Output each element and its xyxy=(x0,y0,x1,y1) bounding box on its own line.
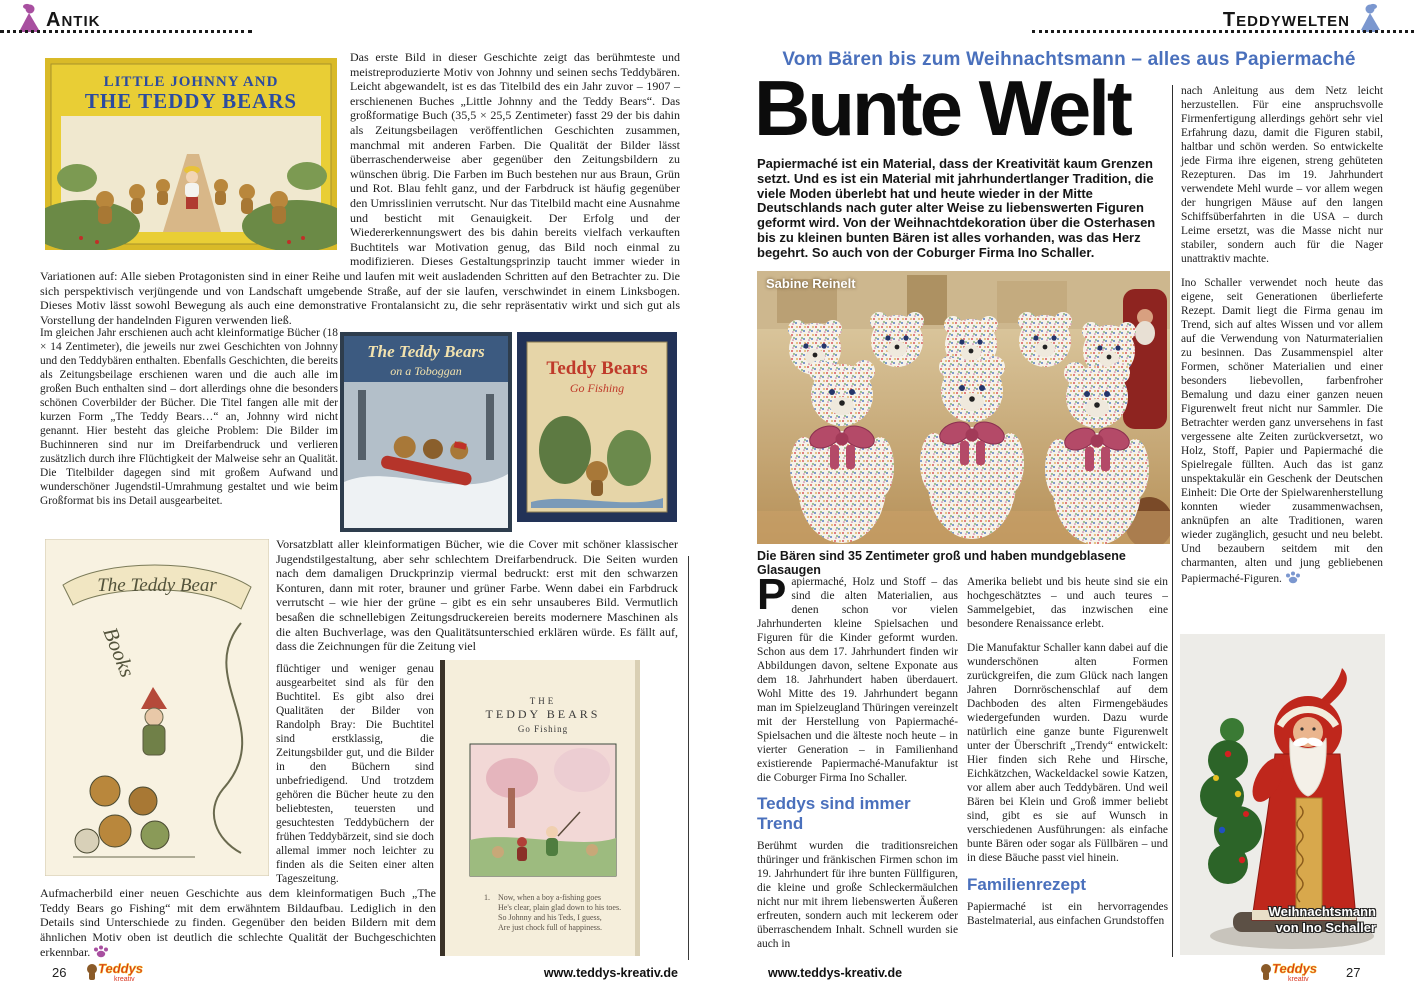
page-title-3: Go Fishing xyxy=(517,724,569,734)
poem-number: 1. xyxy=(484,893,490,902)
subhead-familienrezept: Familienrezept xyxy=(967,875,1087,894)
poem-line: He's clear, plain glad down to his toes. xyxy=(498,903,622,912)
book-page-go-fishing xyxy=(440,660,640,956)
photo-credit: Sabine Reinelt xyxy=(766,276,856,291)
paragraph-text: apiermaché, Holz und Stoff – das sind die alten Materialien, aus denen schon vor vielen Jahrhunderten kleine Spielsachen und Figuren für die Kinder geformt wurden. Schon aus dem 17. Jahrhundert finden wir Abbildungen davon, seltene Exponate aus dem 18. Jahrhundert haben überdauert. Wohl Mitte des 19. Jahrhundert begann man im Spielzeugland Thüringen vereinzelt mit der Herstellung von Papiermaché-Spielsachen und die älteste noch heute – in vierter Generation – in Familienhand existierende Papiermaché-Manufaktur ist die Coburger Firma Ino Schaller. xyxy=(757,576,958,784)
body-paragraph: Im gleichen Jahr erschienen auch acht kleinformatige Bücher (18 × 14 Zentimeter), die jeweils nur zwei Geschichten von Johnny und den Teddybären enthalten. Ebenfalls Geschichten, die bereits als Zeitungsbeilage erschienen waren und die auch alle im großen Buch enthalten sind – dort allerdings ohne die besonders schönen Coverbilder der Bücher. Die Titel fangen alle mit der kurzen Form „The Teddy Bears…“ an, Johnny wird nicht genannt. Hier besteht das gleiche Problem: Die Bilder im Buchinneren sind nur im Dreifarbendruck und verlieren zusätzlich durch ihre Flüchtigkeit der Malweise sehr an Qualität. Die Titelbilder dagegen sind mit großem Aufwand und wunderschöner Jugendstil-Umrahmung gestaltet und wie beim Großformat bis ins Detail ausgearbeitet. xyxy=(40,327,338,507)
body-paragraph: flüchtiger und weniger genau ausgearbeitet sind als für den Buchtitel. Es gibt also drei Qualitäten der Bilder von Randolph Bray: Die Buchtitel sind erstklassig, die Zeitungsbilder gut, und die Bilder in den Büchern sind unbefriedigend. Und trotzdem gehören die Bücher heute zu den beliebtesten, teuersten und gesuchtesten Teddybüchern der frühen Teddybärzeit, sind sie doch allemal immer noch leichter zu finden als die Seiten einer alten Tageszeitung. xyxy=(276,663,434,885)
teddys-kreativ-logo xyxy=(86,960,148,982)
poem-line: Now, when a boy a-fishing goes xyxy=(498,893,602,902)
book-cover-go-fishing xyxy=(517,332,677,522)
cover-title: Teddy Bears xyxy=(546,358,648,379)
page-title-2: TEDDY BEARS xyxy=(485,707,601,721)
cover-subtitle: Go Fishing xyxy=(569,381,625,395)
cover-title: The Teddy Bears xyxy=(367,342,485,361)
article-column-3 xyxy=(1181,84,1383,586)
art-print-teddy-bear-books xyxy=(45,539,269,876)
body-paragraph xyxy=(757,570,958,785)
poem-line: So Johnny and his Teds, I guess, xyxy=(498,913,602,922)
page-title: Bunte Welt xyxy=(754,64,1130,152)
article-block-3a xyxy=(276,537,678,654)
print-banner-text: The Teddy Bear xyxy=(97,575,217,596)
kicker-headline: Vom Bären bis zum Weihnachtsmann – alles aus Papiermaché xyxy=(782,49,1356,70)
header-dotted-rule-left xyxy=(0,30,252,33)
section-label-teddywelten: TEDDYWELTEN xyxy=(1222,9,1350,31)
santa-caption xyxy=(1216,904,1376,936)
cover-subtitle: on a Toboggan xyxy=(390,364,462,378)
body-paragraph: nach Anleitung aus dem Netz leicht herzustellen. Für eine anspruchsvolle Firmenfertigung allerdings gehört sehr viel Erfahrung dazu, damit die Figuren stabil, haltbar und schön werden. So entwickelte jede Firma ihre eigenen, streng gehüteten Rezepturen. Das im 19. Jahrhundert verwendete Mehl wurde – vor allem wegen der hungrigen Mäuse auf den langen Schiffsüberfahrten in die USA – durch Leime ersetzt, was die Masse nicht nur stabiler, sondern auch für die Nager unattraktiv machte. xyxy=(1181,85,1383,265)
paragraph-text: Ino Schaller verwendet noch heute das eigene, seit Generationen überlieferte Rezept. Damit liegt die Firma genau im Trend, sich auf altes Wissen und vor allem auf die Verwendung von Naturmaterialien zu besinnen. Das Zusammenspiel alter Formen, schöner Materialien und einer besonders liebevollen, farbenfroher Bemalung und dazu einer ganzen neuen Figurenwelt freut nicht nur Sammler. Die Betrachter werden ganz unversehens in fast vergessene alte Zeiten zurückversetzt, wo Holz, Stoff, Papier und Papiermaché die Spielregale füllten. Auch das ist ganz unspektakulär ein Geschenk der Deutschen Einheit: Die Orte der Spielwarenherstellung konnten wieder zusammenwachsen, anknüpfen an alte Traditionen, waren wieder zugänglich, gesucht und neu belebt. Und bezaubern seitdem mit den charmanten, alten und jung gebliebenen Papiermaché-Figuren. xyxy=(1181,277,1383,585)
teddys-kreativ-logo xyxy=(1260,960,1322,982)
santa-caption-line2: von Ino Schaller xyxy=(1275,920,1376,935)
print-banner-text2: Books xyxy=(98,623,140,681)
poem-line: Are just chock full of happiness. xyxy=(498,923,602,932)
paw-icon xyxy=(93,944,109,958)
body-paragraph xyxy=(1181,276,1383,586)
article-block-2 xyxy=(40,326,338,508)
subhead-teddys-trend: Teddys sind immer Trend xyxy=(757,794,911,833)
header-dotted-rule-right xyxy=(1032,30,1414,33)
doll-icon xyxy=(16,3,42,33)
website-url: www.teddys-kreativ.de xyxy=(768,966,903,980)
body-paragraph: Vorsatzblatt aller kleinformatigen Bücher, wie die Cover mit schöner klassischer Jugendstilgestaltung, aber sehr schlechtem Dreifarbendruck. Die Seiten wurden nach dem damaligen Druckprinzip viermal bedruckt: erst mit den schwarzen Konturen, dann mit roter, brauner und grüner Farbe. Wenn dabei ein Farbdruck verrutscht – wie hier der grüne – gibt es ein sehr unsauberes Bild. Vermutlich besaßen die schnellebigen Zeitungsdruckereien bereits modernere Maschinen als die alten Buchverlage, was den Qualitätsunterschied erklären würde. Es fällt auf, dass die Zeichnungen für die Zeitung viel xyxy=(276,537,678,654)
doll-icon xyxy=(1357,3,1383,33)
body-paragraph: Papiermaché ist ein hervorragendes Bastelmaterial, aus einfachen Grundstoffen xyxy=(967,901,1168,927)
page-edge-rule xyxy=(688,556,689,960)
photo-papermache-teddies xyxy=(757,271,1170,544)
paw-icon xyxy=(1285,570,1301,584)
book-cover-toboggan xyxy=(340,332,512,532)
book-cover-little-johnny xyxy=(45,58,337,250)
body-paragraph: Das erste Bild in dieser Geschichte zeigt das berühmteste und meistreproduzierte Motiv von Johnny und seinen sechs Teddybären. Leicht abgewandelt, ist es das Titelbild des ein Jahr zuvor – 1907 – erschienenen Buches „Little Johnny and the Teddy Bears“. Das großformatige Buch (35,5 × 25,5 Zentimeter) fasst 29 der bis dahin als Zeitungsbeilagen veröffentlichen Geschichten zusammen, manchmal mit anderen Farben. Die Qualität der Bilder lässt überraschenderweise aber gegenüber den Zeitungsbildern zu wünschen übrig. Die Farben im Buch bestehen nur aus Braun, Grün und Rot. Blau fehlt ganz, und der Farbdruck ist häufig gegenüber den Umrisslinien verrutscht. Nur das Titelbild macht eine Ausnahme und besticht mit Genauigkeit. Der Erfolg und der Wiedererkennungswert des bis dahin bereits vielfach verkauften Buchtitels war Motivation genug, das Bild noch einmal zu modifizieren. Dieses Gestaltungsprinzip taucht immer wieder in Variationen auf: Alle sieben Protagonisten sind in einer Reihe und laufen mit weit ausladenden Schritten auf den Betrachter zu. Die sich perspektivisch verjüngende und von Landschaft umgebende Straße, auf der sie laufen, verschwindet in einem Linksbogen. Dieses Motiv lässt sowohl Bewegung als auch eine demonstrative Frontalansicht zu, die sehr repräsentativ wirkt und sich gut als Vorstellung der handelnden Figuren verwenden ließ. xyxy=(40,50,680,327)
caption-text: Aufmacherbild einer neuen Geschichte aus dem kleinformatigen Buch „The Teddy Bears go Fishing“ mit dem erwähntem Bildaufbau. Lediglich in den Details sind Unterschiede zu finden. Gegenüber den beiden Bildern mit dem ähnlichen Motiv oben ist deutlich die schlechte Qualität der Buchgeschichten erkennbar. xyxy=(40,886,436,960)
logo-text-2: kreativ xyxy=(1288,976,1309,982)
section-label-antik: ANTIK xyxy=(46,9,101,31)
logo-text-1: Teddys xyxy=(98,961,144,976)
body-paragraph: Berühmt wurden die traditionsreichen thüringer und fränkischen Firmen schon im 19. Jahrhundert für ihre bunten Füllfiguren, die kleine und große Schleckermäulchen nicht nur mit ihrem liebenswerten Äußeren erfreuten, sondern auch mit leckerem oder überraschendem Inhalt. Schnell wurden sie auch in xyxy=(757,840,958,950)
article-block-3b xyxy=(276,662,434,886)
santa-caption-line1: Weihnachtsmann xyxy=(1268,904,1376,919)
page-title-1: THE xyxy=(529,696,557,706)
page-number-left: 26 xyxy=(52,965,67,980)
caption-bottom-left xyxy=(40,886,436,960)
article-column-2 xyxy=(967,575,1168,928)
website-url: www.teddys-kreativ.de xyxy=(543,966,678,980)
body-paragraph: Amerika beliebt und bis heute sind sie ein hochgeschätztes – und auch teures – Sammelgebiet, das inzwischen eine besondere Renaissance erlebt. xyxy=(967,576,1168,630)
article-intro: Papiermaché ist ein Material, dass der Kreativität kaum Grenzen setzt. Und es ist ein Material mit jahrhundertlanger Tradition, die viele Moden überlebt hat und heute wieder in der Mitte Deutschlands nach guter alter Weise zu liebenswerten Figuren geformt wird. Von der Weihnachtdekoration über die Osterhasen bis zu kleinen bunten Bären ist alles vorhanden, was das Herz begehrt. So auch von der Coburger Firma Ino Schaller. xyxy=(757,156,1156,260)
photo-caption: Die Bären sind 35 Zentimeter groß und haben mundgeblasene Glasaugen xyxy=(757,549,1126,577)
column-rule xyxy=(1172,85,1173,957)
cover-title-line2: THE TEDDY BEARS xyxy=(84,89,298,113)
logo-text-2: kreativ xyxy=(114,976,135,982)
cover-title-line1: LITTLE JOHNNY AND xyxy=(103,74,279,90)
logo-text-1: Teddys xyxy=(1272,961,1318,976)
article-column-1 xyxy=(757,570,958,951)
body-paragraph: Die Manufaktur Schaller kann dabei auf die wunderschönen alten Formen zurückgreifen, die zum Glück nach langen Jahren Dornröschenschlaf auf dem Dachboden des alten Firmengebäudes wiedergefunden wurden. Dazu wurde natürlich eine ganze bunte Figurenwelt unter der Überschrift „Trendy“ entwickelt: Hier finden sich Rehe und Hirsche, Eichkätzchen, Wackeldackel sowie Katzen, vor allem aber auch Teddybären. Und weil Bären bei Klein und Groß immer beliebt sind, gibt es sie auf Wunsch in verschiedenen Ausführungen: als einfache bunte Bären oder sogar als Füllbären – und in diese Bäuche passt viel hinein. xyxy=(967,642,1168,864)
page-number-right: 27 xyxy=(1346,965,1361,980)
drop-cap: P xyxy=(757,570,787,619)
